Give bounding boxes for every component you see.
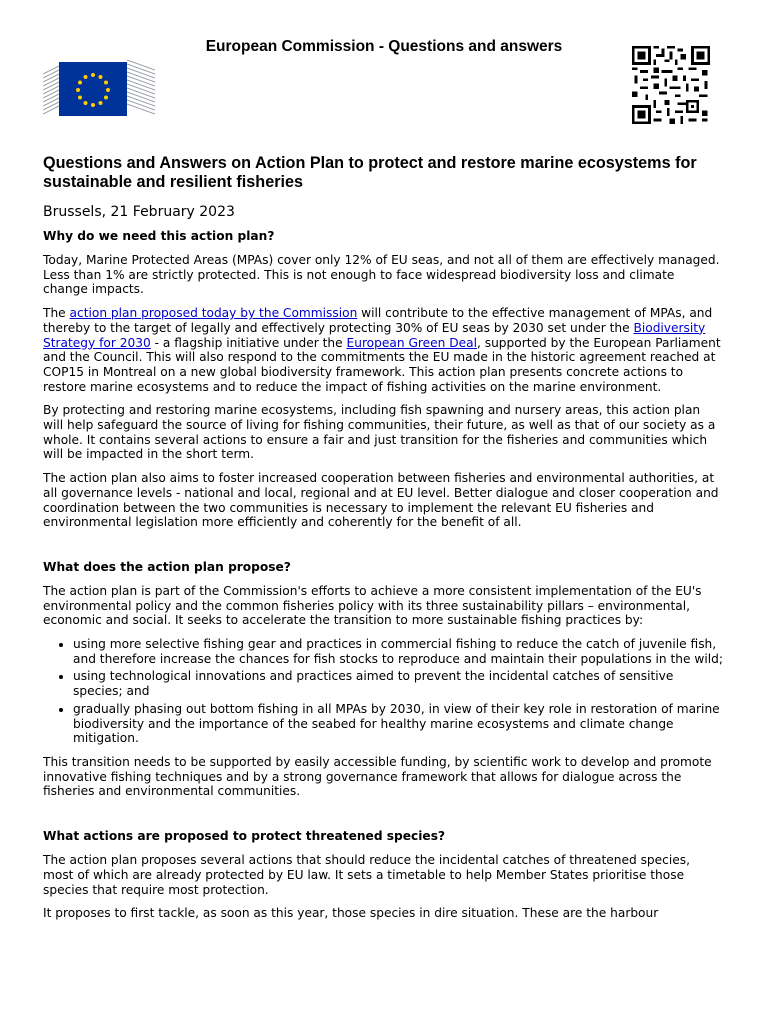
paragraph: The action plan proposes several actions that should reduce the incidental catches of threatened species, most of which are already protected by EU law. It sets a timetable to help Member States prioritise those species that require most protection. [43, 853, 690, 897]
paragraph: Today, Marine Protected Areas (MPAs) cover only 12% of EU seas, and not all of them are effectively managed. Less than 1% are strictly protected. This is not enough to face widespread biodiversity loss and climate change impacts. [43, 253, 720, 297]
qr-code-icon [632, 46, 710, 124]
text-span: The [43, 306, 70, 321]
text-span: , supported by the European Parliament and the Council. This will also respond to the commitments the EU made in the historic agreement reached at COP15 in Montreal on a new global biodiversity framework. This action plan presents concrete actions to restore marine ecosystems and to reduce the impact of fishing activities on the marine environment. [43, 335, 721, 394]
dateline: Brussels, 21 February 2023 [43, 204, 235, 220]
european-green-deal-link[interactable]: European Green Deal [346, 335, 477, 350]
paragraph: This transition needs to be supported by easily accessible funding, by scientific work to develop and promote innovative fishing techniques and by a strong governance framework that allows for dialogue across the fisheries and environmental communities. [43, 754, 712, 799]
page-title: Questions and Answers on Action Plan to protect and restore marine ecosystems for sustainable and resilient fisheries [43, 154, 697, 191]
bullet-list [43, 637, 723, 746]
biodiversity-strategy-link[interactable]: Biodiversity Strategy for 2030 [43, 320, 706, 350]
list-item: • using more selective fishing gear and practices in commercial fishing to reduce the catch of juvenile fish, and therefore increase the chances for fish stocks to reproduce and maintain their populations in the wild; [73, 637, 723, 666]
paragraph: It proposes to first tackle, as soon as this year, those species in dire situation. These are the harbour [43, 906, 659, 921]
section-heading-why: Why do we need this action plan? [43, 229, 275, 243]
paragraph: The action plan also aims to foster increased cooperation between fisheries and environmental authorities, at all governance levels - national and local, regional and at EU level. Better dialogue and closer cooperation and coordination between the two communities is necessary to implement the relevant EU fisheries and environmental legislation more efficiently and coherently for the benefit of all. [43, 471, 719, 530]
text-span: will contribute to the effective management of MPAs, and thereby to the target of legally and effectively protecting 30% of EU seas by 2030 set under the [43, 306, 713, 335]
paragraph-with-links [43, 306, 723, 394]
list-item: • using technological innovations and practices aimed to prevent the incidental catches of sensitive species; and [73, 669, 723, 698]
list-item: • gradually phasing out bottom fishing in all MPAs by 2030, in view of their key role in restoration of marine biodiversity and the importance of the seabed for healthy marine ecosystems and climate change mitigation. [73, 702, 723, 746]
eu-commission-logo-icon [43, 52, 155, 116]
paragraph: By protecting and restoring marine ecosystems, including fish spawning and nursery areas, this action plan will help safeguard the source of living for fishing communities, their future, as well as that of our society as a whole. It contains several actions to ensure a fair and just transition for the fisheries and communities which will be impacted in the short term. [43, 403, 716, 462]
document-header-title: European Commission - Questions and answers [205, 38, 563, 55]
action-plan-link[interactable]: action plan proposed today by the Commission [69, 306, 358, 321]
section-heading-threatened-species: What actions are proposed to protect threatened species? [43, 829, 446, 844]
paragraph: The action plan is part of the Commission's efforts to achieve a more consistent implementation of the EU's environmental policy and the common fisheries policy with its three sustainability pillars – environmental, economic and social. It seeks to accelerate the transition to more sustainable fishing practices by: [43, 583, 702, 628]
text-span: - a flagship initiative under the [150, 335, 347, 350]
section-heading-propose: What does the action plan propose? [43, 559, 291, 574]
document-body [43, 154, 723, 930]
